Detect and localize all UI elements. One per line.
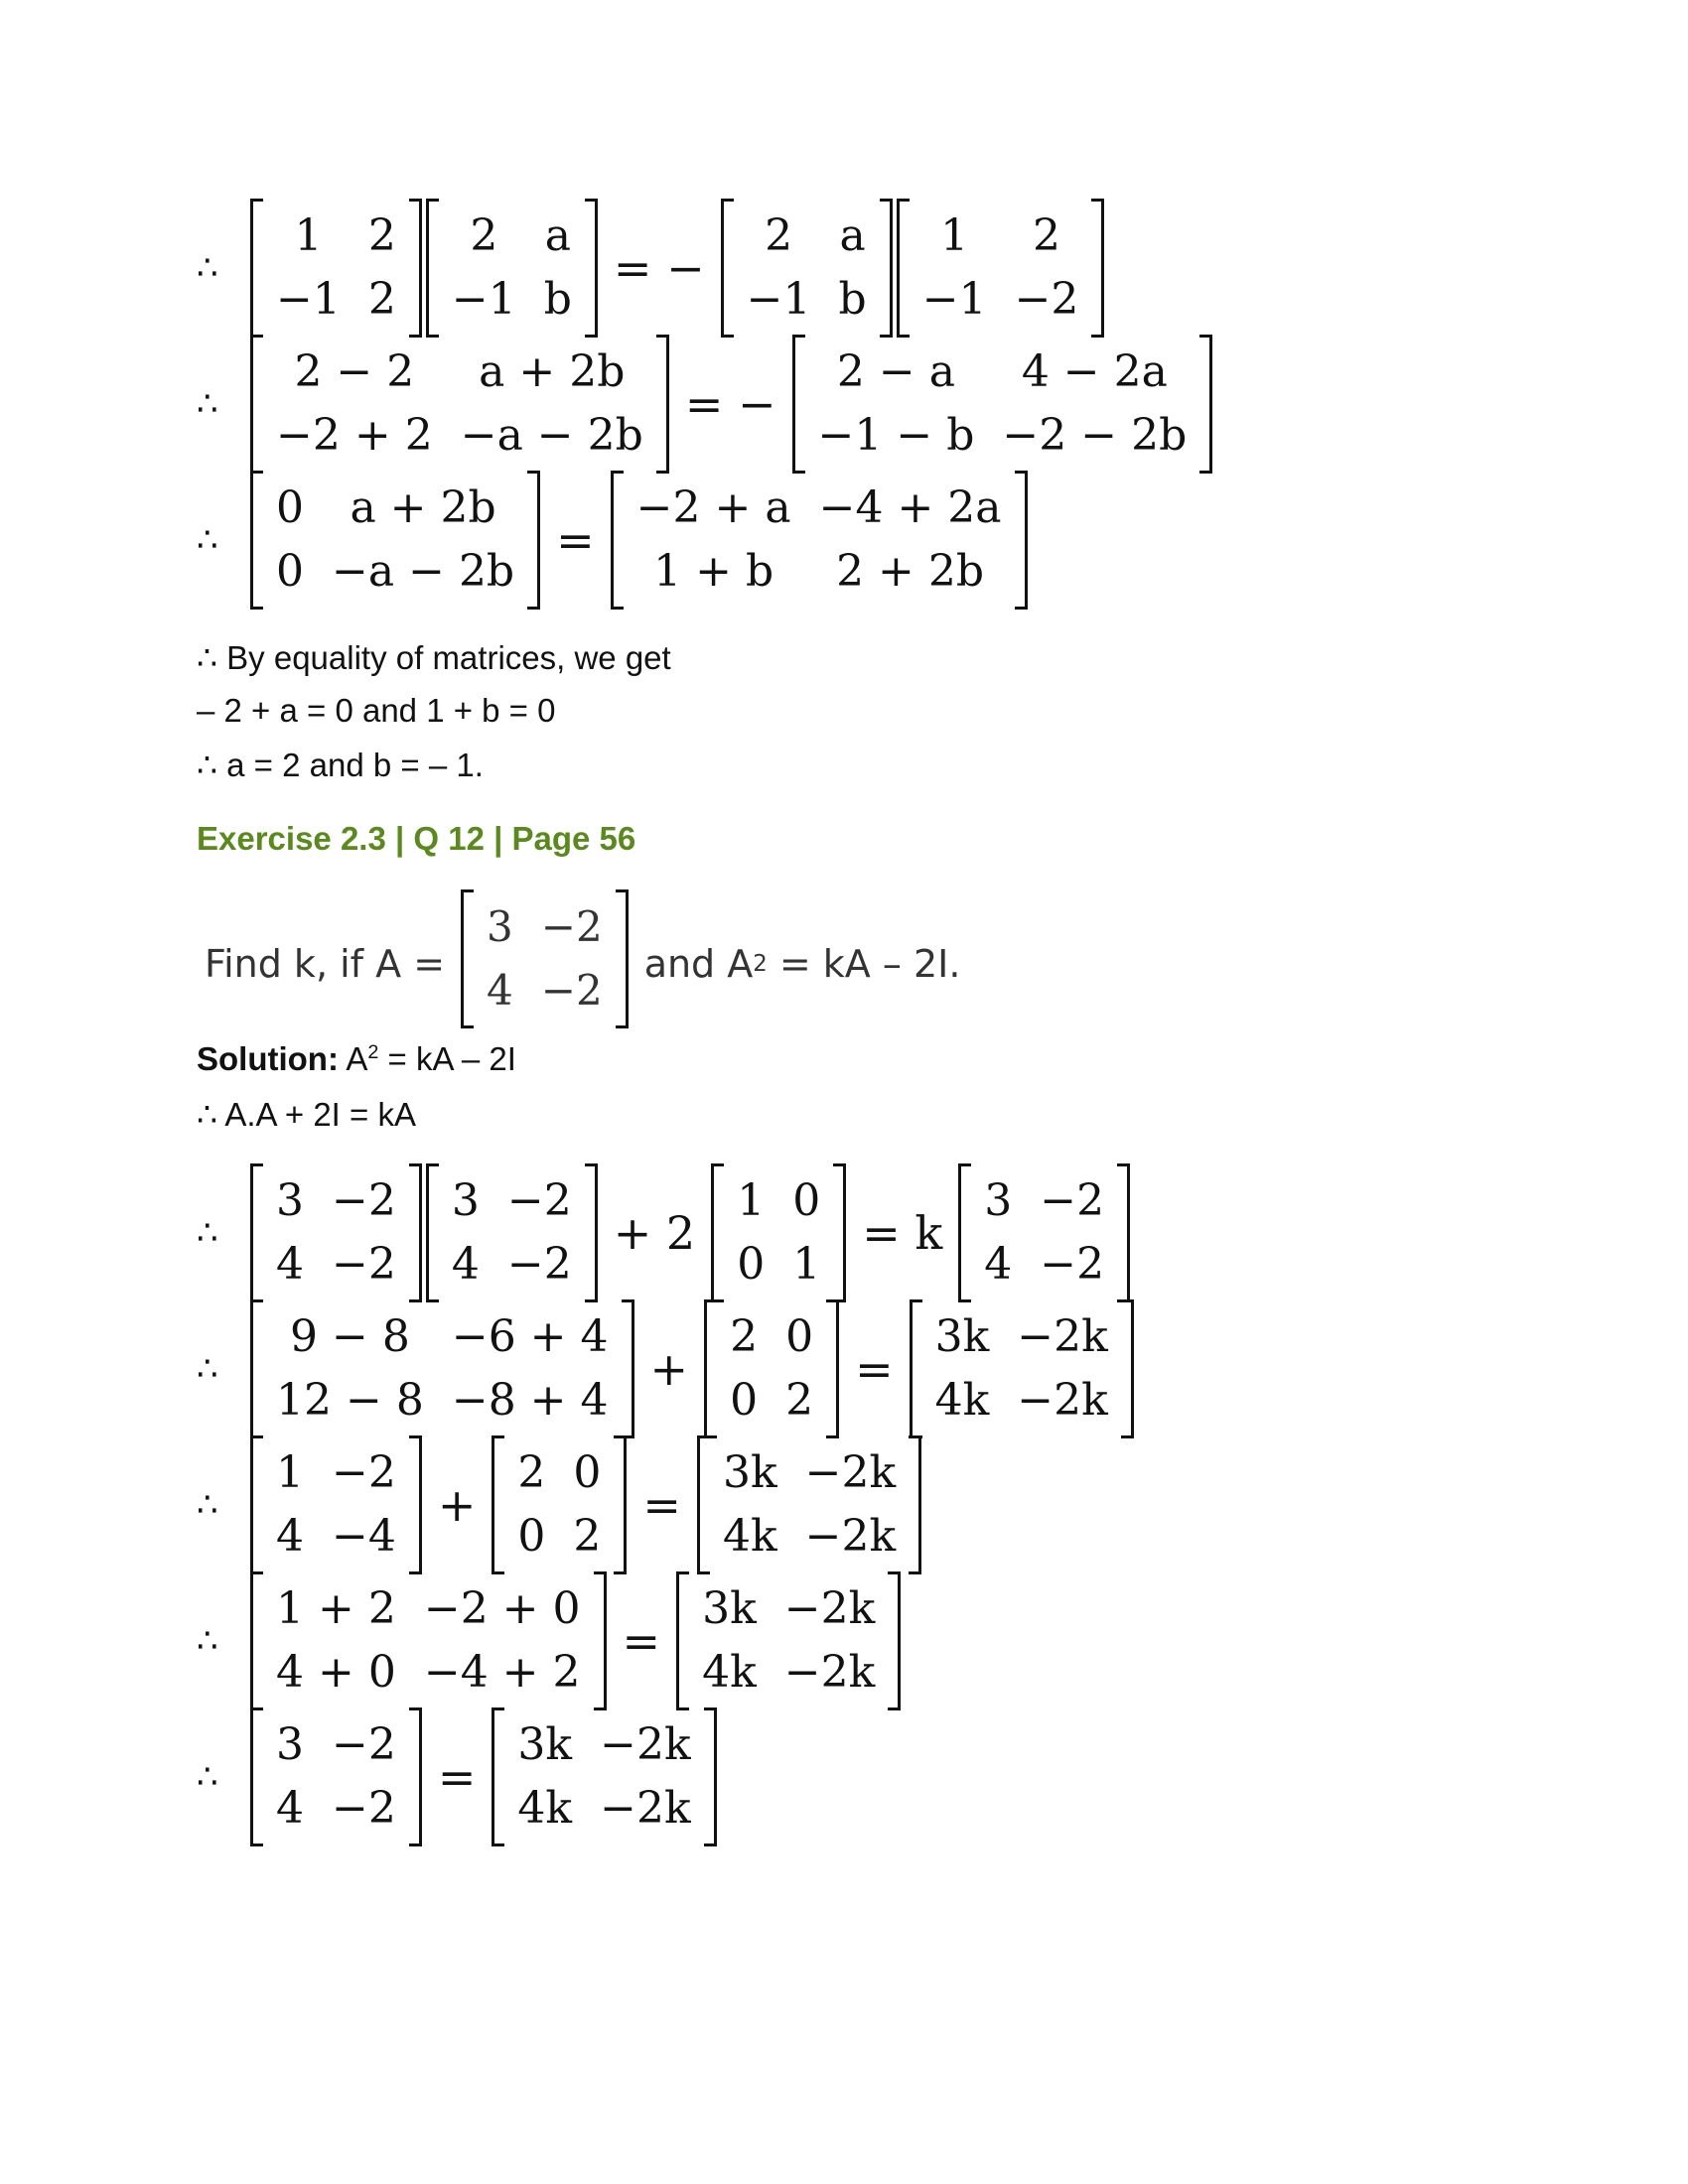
therefore-symbol: ∴ xyxy=(197,520,218,560)
matrix-cell: 9 − 8 xyxy=(290,1311,410,1362)
matrix-cell: 4 xyxy=(276,1511,304,1562)
therefore-symbol: ∴ xyxy=(197,1621,218,1661)
matrix-cell: 0 xyxy=(792,1175,821,1226)
matrix-cell: 0 xyxy=(276,482,304,533)
matrix-cell: −2 − 2b xyxy=(1002,410,1188,461)
matrix xyxy=(611,471,1028,610)
matrix-cell: 2 − a xyxy=(836,346,955,397)
matrix-cell: 3k xyxy=(722,1447,777,1498)
matrix-cell: 1 xyxy=(792,1239,821,1290)
matrix-cell: 4 xyxy=(487,966,513,1015)
question-matrix xyxy=(461,889,629,1028)
matrix xyxy=(704,1299,839,1438)
text-line-result: ∴ a = 2 and b = – 1. xyxy=(197,747,484,783)
matrix-cell: 3 xyxy=(984,1175,1013,1226)
matrix-cell: −1 xyxy=(921,274,987,325)
question-superscript: 2 xyxy=(753,951,768,977)
matrix-cell: 1 xyxy=(737,1175,766,1226)
matrix-cell: 1 + 2 xyxy=(276,1583,396,1634)
matrix xyxy=(676,1571,901,1710)
matrix xyxy=(711,1163,846,1302)
matrix-cell: 2 xyxy=(1033,210,1060,261)
matrix-cell: 4k xyxy=(722,1511,777,1562)
therefore-symbol: ∴ xyxy=(197,384,218,424)
operator: = xyxy=(855,1342,894,1396)
therefore-symbol: ∴ xyxy=(197,248,218,288)
matrix xyxy=(250,1299,634,1438)
matrix xyxy=(958,1163,1130,1302)
therefore-symbol: ∴ xyxy=(197,1349,218,1389)
matrix-cell: 2 + 2b xyxy=(836,546,985,597)
matrix-cell: 3 xyxy=(451,1175,480,1226)
matrix-cell: −2k xyxy=(1017,1375,1108,1426)
matrix-cell: 2 − 2 xyxy=(294,346,415,397)
matrix-cell: −2k xyxy=(783,1583,876,1634)
solution-eq-a: A xyxy=(346,1040,368,1077)
matrix-cell: 3 xyxy=(276,1175,304,1226)
matrix-cell: 4 xyxy=(276,1239,304,1290)
matrix-cell: −2 xyxy=(332,1175,396,1226)
matrix-cell: 2 xyxy=(785,1375,814,1426)
matrix-cell: 3 xyxy=(487,902,513,951)
matrix-cell: 3k xyxy=(702,1583,757,1634)
matrix-cell: −2 xyxy=(332,1783,396,1834)
text-line-equality: ∴ By equality of matrices, we get xyxy=(197,639,671,676)
solution-superscript: 2 xyxy=(367,1041,379,1063)
matrix xyxy=(426,1163,598,1302)
matrix-cell: 2 xyxy=(470,210,498,261)
matrix-cell: 1 xyxy=(294,210,323,261)
matrix-cell: a + 2b xyxy=(479,346,626,397)
matrix-cell: 4k xyxy=(702,1647,757,1698)
matrix-cell: 4 xyxy=(276,1783,304,1834)
equation-row-2 xyxy=(197,335,1214,474)
matrix-cell: 1 + b xyxy=(653,546,774,597)
matrix xyxy=(250,1571,607,1710)
matrix-cell: −2 xyxy=(540,902,603,951)
solution-eq-b: = kA – 2I xyxy=(387,1040,516,1077)
matrix-cell: a + 2b xyxy=(350,482,496,533)
operator: = xyxy=(556,513,595,567)
solution-label: Solution: xyxy=(197,1040,339,1077)
matrix-cell: −2 xyxy=(1040,1239,1105,1290)
matrix-cell: 4 xyxy=(451,1239,480,1290)
matrix xyxy=(250,1163,422,1302)
operator: = − xyxy=(684,377,776,431)
matrix-cell: −a − 2b xyxy=(460,410,643,461)
matrix-cell: 2 xyxy=(765,210,793,261)
matrix-cell: −4 + 2 xyxy=(423,1647,581,1698)
matrix xyxy=(492,1435,627,1574)
operator: = − xyxy=(613,241,705,295)
matrix-cell: 2 xyxy=(367,274,396,325)
matrix-cell: −2 xyxy=(540,966,603,1015)
matrix xyxy=(897,199,1105,338)
matrix-cell: −2 xyxy=(506,1239,572,1290)
matrix-cell: −2 xyxy=(332,1447,396,1498)
matrix-cell: −2k xyxy=(783,1647,876,1698)
equation-row-3 xyxy=(197,471,1030,610)
matrix-cell: −2 xyxy=(506,1175,572,1226)
matrix-cell: 1 xyxy=(940,210,969,261)
question-suffix-a: and A xyxy=(643,942,754,986)
equation-row-7 xyxy=(197,1571,903,1710)
matrix-cell: 4 xyxy=(984,1239,1013,1290)
matrix-cell: 4k xyxy=(934,1375,990,1426)
matrix xyxy=(250,1435,422,1574)
question-prefix: Find k, if A = xyxy=(205,942,446,986)
matrix-cell: −4 xyxy=(332,1511,396,1562)
matrix-cell: 3k xyxy=(934,1311,990,1362)
operator: = k xyxy=(862,1206,943,1260)
matrix-cell: 4 − 2a xyxy=(1021,346,1168,397)
matrix-cell: −8 + 4 xyxy=(451,1375,609,1426)
matrix-cell: −4 + 2a xyxy=(818,482,1002,533)
matrix-cell: −2k xyxy=(804,1511,897,1562)
equation-row-8 xyxy=(197,1707,719,1846)
matrix-cell: −2 xyxy=(1040,1175,1105,1226)
solution-line-2: ∴ A.A + 2I = kA xyxy=(197,1096,416,1133)
matrix-cell: 0 xyxy=(737,1239,766,1290)
matrix xyxy=(697,1435,921,1574)
operator: + xyxy=(437,1478,477,1532)
operator: = xyxy=(642,1478,681,1532)
matrix xyxy=(250,199,422,338)
operator: + xyxy=(649,1342,689,1396)
matrix-cell: −2 + 2 xyxy=(276,410,433,461)
matrix-cell: −a − 2b xyxy=(332,546,515,597)
question xyxy=(205,889,960,1038)
matrix-cell: 0 xyxy=(573,1447,602,1498)
matrix xyxy=(792,335,1213,474)
exercise-heading: Exercise 2.3 | Q 12 | Page 56 xyxy=(197,820,636,857)
matrix-cell: −2 + a xyxy=(635,482,791,533)
matrix-cell: 4k xyxy=(517,1783,573,1834)
operator: = xyxy=(622,1614,661,1668)
matrix-cell: −1 xyxy=(451,274,516,325)
matrix-cell: −2 + 0 xyxy=(423,1583,581,1634)
matrix-cell: −2k xyxy=(804,1447,897,1498)
matrix-cell: −2 xyxy=(1014,274,1079,325)
matrix xyxy=(250,471,540,610)
matrix-cell: b xyxy=(543,274,572,325)
matrix-cell: −6 + 4 xyxy=(451,1311,609,1362)
matrix-cell: 12 − 8 xyxy=(276,1375,424,1426)
equation-row-4 xyxy=(197,1163,1132,1302)
equation-row-1 xyxy=(197,199,1106,338)
matrix xyxy=(492,1707,716,1846)
therefore-symbol: ∴ xyxy=(197,1485,218,1525)
matrix-cell: 0 xyxy=(276,546,304,597)
matrix xyxy=(721,199,893,338)
matrix-cell: −2 xyxy=(332,1239,396,1290)
matrix-cell: −1 xyxy=(276,274,341,325)
matrix-cell: a xyxy=(839,210,866,261)
matrix-cell: 0 xyxy=(730,1375,759,1426)
matrix-cell: −2k xyxy=(600,1783,691,1834)
matrix-cell: 4 + 0 xyxy=(276,1647,396,1698)
solution-line xyxy=(197,1040,516,1078)
matrix-cell: −2k xyxy=(1017,1311,1108,1362)
equation-row-5 xyxy=(197,1299,1136,1438)
matrix xyxy=(910,1299,1134,1438)
operator: = xyxy=(437,1750,477,1804)
matrix-cell: 0 xyxy=(785,1311,814,1362)
operator: + 2 xyxy=(613,1206,696,1260)
matrix xyxy=(250,1707,422,1846)
text-line-equations: – 2 + a = 0 and 1 + b = 0 xyxy=(197,692,556,729)
matrix-cell: 2 xyxy=(730,1311,759,1362)
matrix-cell: −2k xyxy=(600,1719,691,1770)
matrix-cell: −2 xyxy=(332,1719,396,1770)
matrix-cell: 3k xyxy=(517,1719,573,1770)
matrix-cell: 2 xyxy=(367,210,396,261)
matrix-cell: −1 xyxy=(746,274,811,325)
therefore-symbol: ∴ xyxy=(197,1213,218,1253)
matrix-cell: 2 xyxy=(517,1447,546,1498)
equation-row-6 xyxy=(197,1435,923,1574)
therefore-symbol: ∴ xyxy=(197,1757,218,1797)
matrix-cell: 0 xyxy=(517,1511,546,1562)
matrix-cell: −1 − b xyxy=(817,410,975,461)
question-suffix-b: = kA – 2I. xyxy=(778,942,961,986)
matrix-cell: 1 xyxy=(276,1447,304,1498)
matrix xyxy=(426,199,598,338)
matrix xyxy=(250,335,669,474)
matrix-cell: b xyxy=(838,274,867,325)
matrix-cell: 3 xyxy=(276,1719,304,1770)
matrix-cell: 2 xyxy=(573,1511,602,1562)
matrix-cell: a xyxy=(544,210,571,261)
